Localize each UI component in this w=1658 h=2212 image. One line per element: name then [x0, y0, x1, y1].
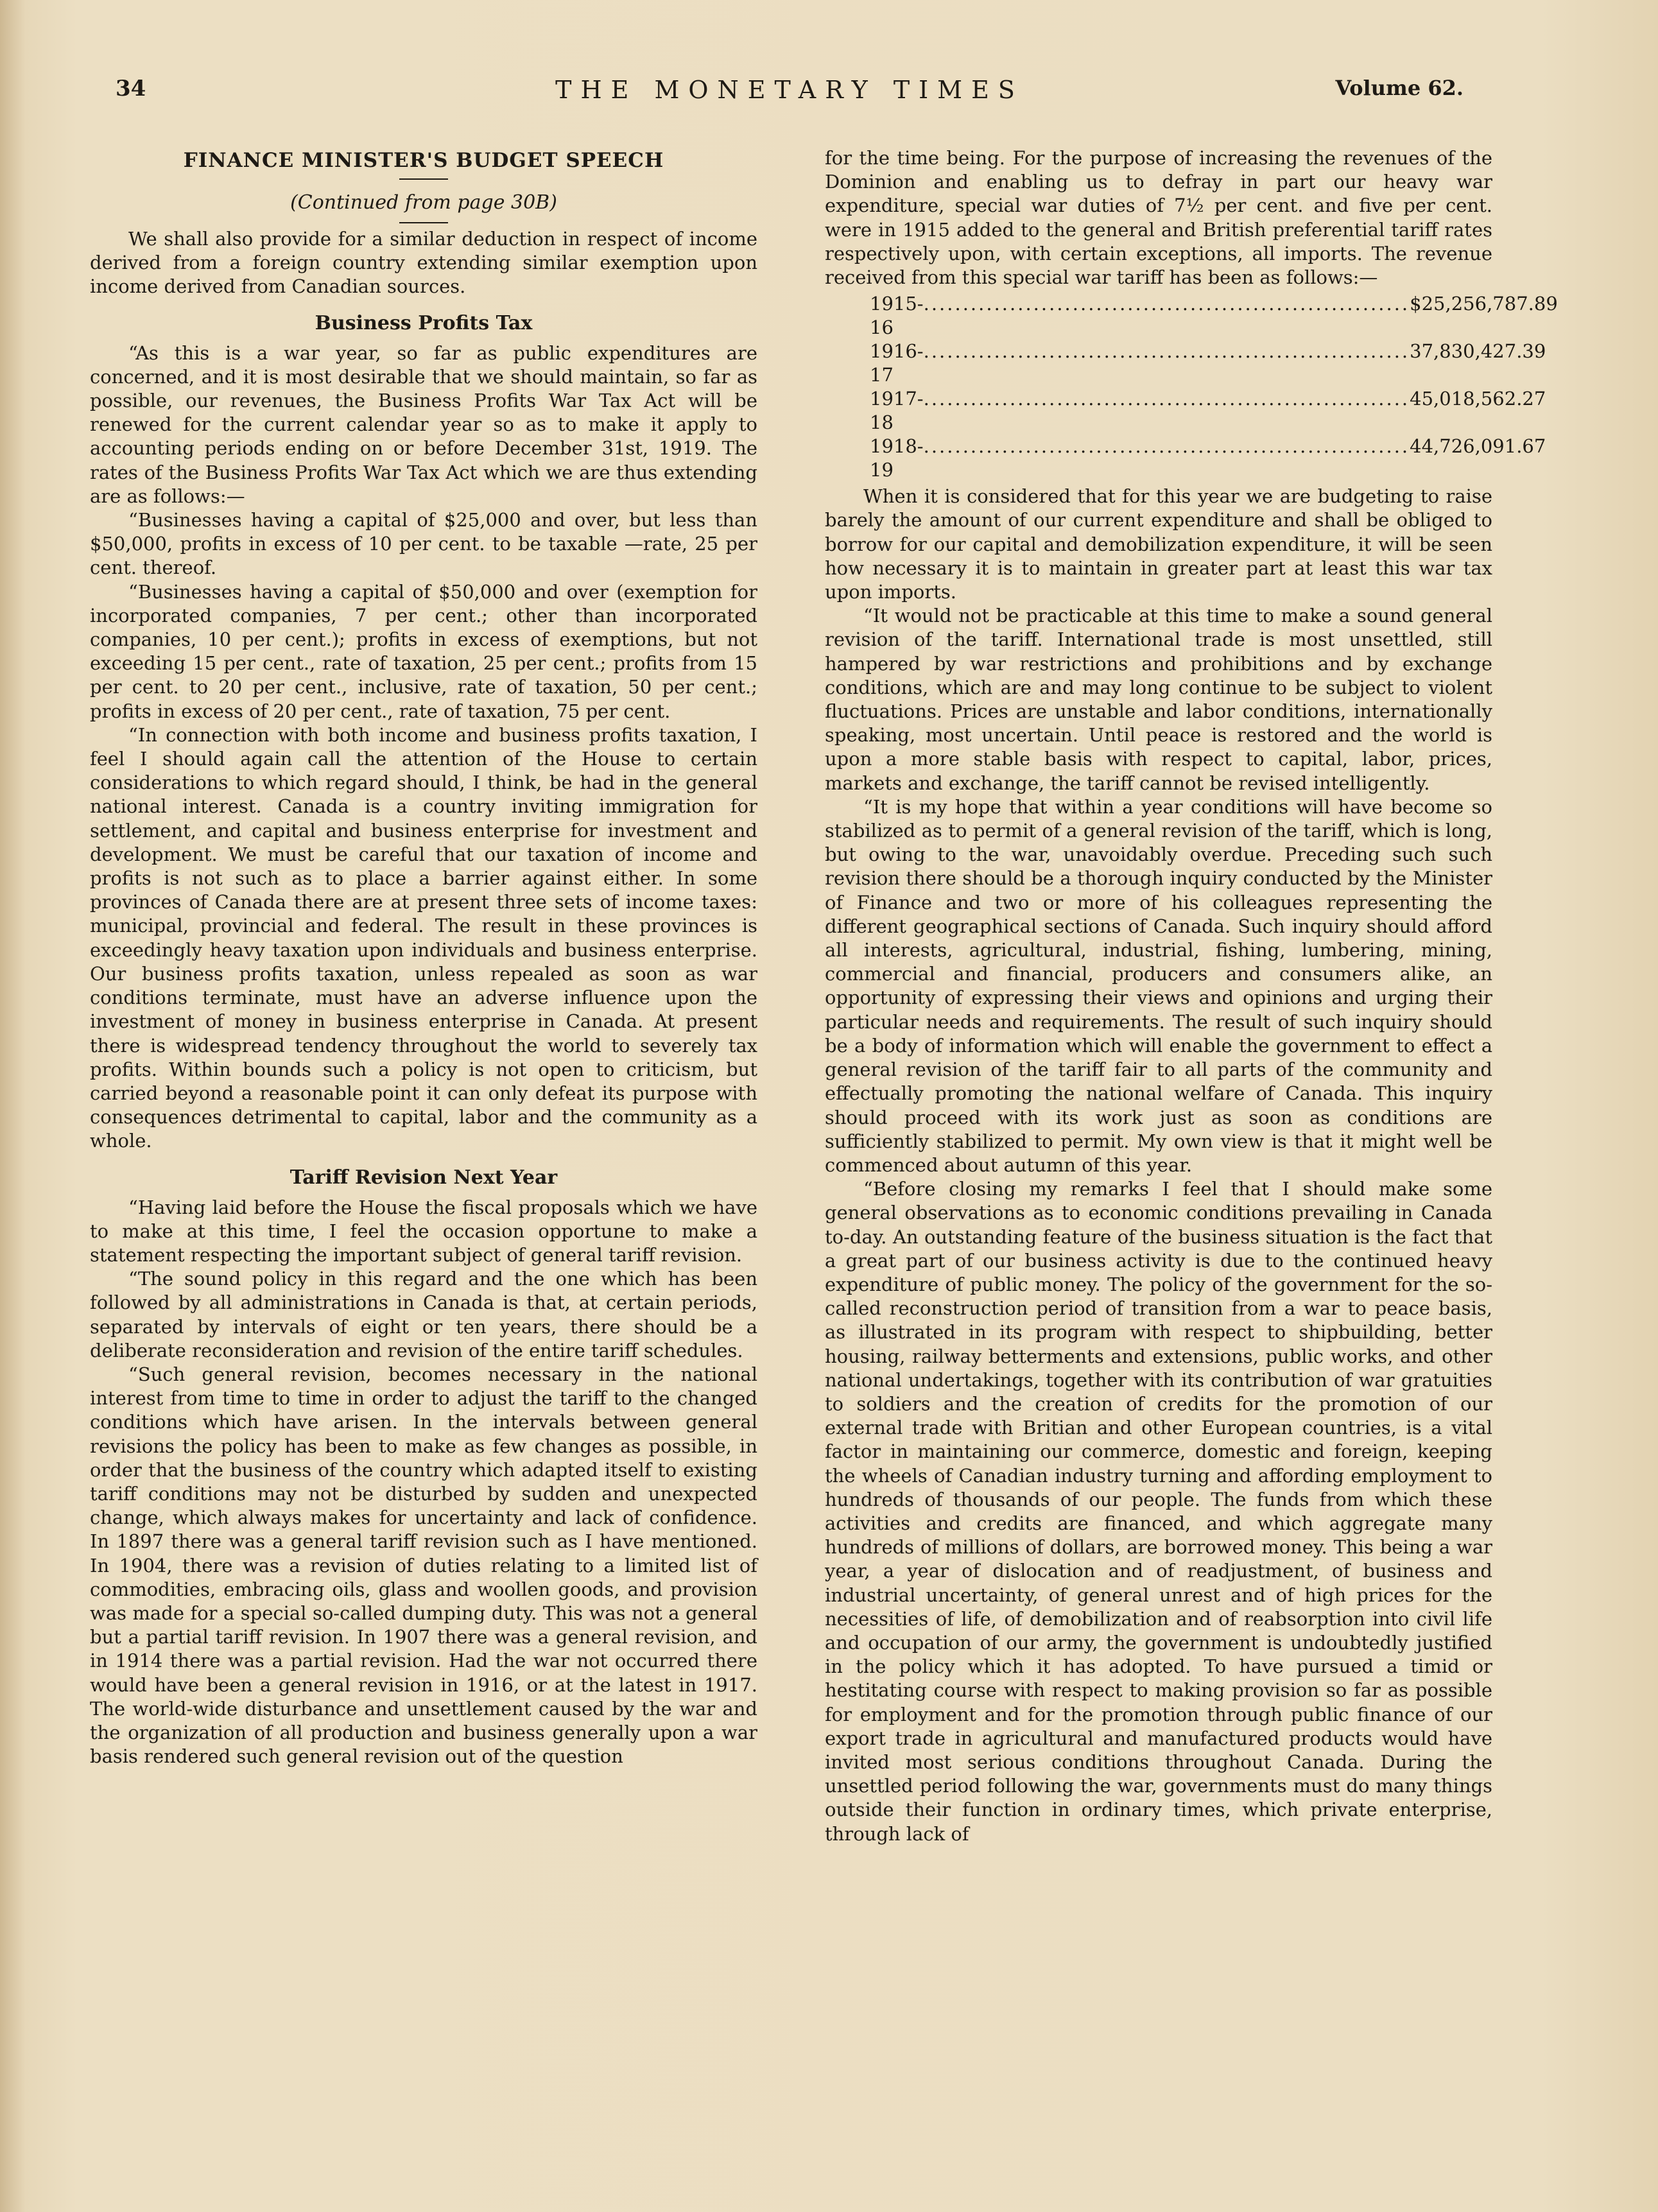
revenue-table	[870, 292, 1558, 482]
revenue-year: 1916-17	[870, 340, 924, 386]
section-heading-tariff-revision: Tariff Revision Next Year	[289, 1166, 558, 1189]
paragraph: When it is considered that for this year we are budgeting to raise barely the amount of our current expenditure and shall be obliged to borrow for our capital and demobilization expenditure, it will be seen how necessary it is to maintain in greater part at least this war tax upon imports.	[825, 485, 1492, 603]
heading-rule	[399, 178, 448, 180]
leader-dots: ..............................................................	[923, 340, 1410, 363]
right-column	[825, 146, 1558, 1846]
page-number: 34	[116, 76, 146, 101]
volume-label: Volume 62.	[1335, 76, 1464, 100]
table-row	[870, 340, 1546, 387]
continued-note: (Continued from page 30B)	[290, 191, 557, 214]
table-row	[870, 292, 1558, 340]
paragraph: “The sound policy in this regard and the one which has been followed by all administrations in Canada is that, at certain periods, separated by intervals of eight or ten years, there should be a deliberate reconsideration and revision of the entire tariff schedules.	[90, 1268, 757, 1361]
page-header	[116, 76, 1464, 114]
leader-dots: ..............................................................	[923, 388, 1410, 410]
revenue-amount: 45,018,562.27	[1410, 388, 1546, 410]
paragraph: “It is my hope that within a year conditions will have become so stabilized as to permit of a general revision of the tariff, which is long, but owing to the war, unavoidably overdue. Preceding such such revision there should be a thorough inquiry conducted by the Minister of Finance and two or more of his colleagues representing the different geographical sections of Canada. Such inquiry should afford all interests, agricultural, industrial, fishing, lumbering, mining, commercial and financial, producers and consumers alike, an opportunity of expressing their views and opinions and urging their particular needs and requirements. The result of such inquiry should be a body of information which will enable the government to effect a general revision of the tariff fair to all parts of the community and effectually promoting the national welfare of Canada. This inquiry should proceed with its work just as soon as conditions are sufficiently stabilized to permit. My own view is that it might well be commenced about autumn of this year.	[825, 795, 1492, 1176]
magazine-title: THE MONETARY TIMES	[555, 76, 1024, 104]
paragraph: for the time being. For the purpose of increasing the revenues of the Dominion and enabling us to defray in part our heavy war expenditure, special war duties of 7½ per cent. and five per cent. were in 1915 added to the general and British preferential tariff rates respectively upon, with certain exceptions, all imports. The revenue received from this special war tariff has been as follows:—	[825, 147, 1492, 289]
paragraph: “Such general revision, becomes necessary in the national interest from time to time in order to adjust the tariff to the changed conditions which have arisen. In the intervals between general revisions the policy has been to make as few changes as possible, in order that the business of the country which adapted itself to existing tariff conditions may not be disturbed by sudden and unexpected change, which always makes for uncertainty and lack of confidence. In 1897 there was a general tariff revision such as I have mentioned. In 1904, there was a revision of duties relating to a limited list of commodities, embracing oils, glass and woollen goods, and provision was made for a special so-called dumping duty. This was not a general but a partial tariff revision. In 1907 there was a general revision, and in 1914 there was a partial revision. Had the war not occurred there would have been a general revision in 1916, or at the latest in 1917. The world-wide disturbance and unsettlement caused by the war and the organization of all production and business generally upon a war basis rendered such general revision out of the question	[90, 1363, 757, 1768]
revenue-amount: 37,830,427.39	[1410, 340, 1546, 363]
article-heading: FINANCE MINISTER'S BUDGET SPEECH	[183, 149, 664, 172]
revenue-year: 1915-16	[870, 293, 924, 339]
left-column	[90, 146, 757, 1768]
paragraph: “Businesses having a capital of $50,000 and over (exemption for incorporated companies, 7 per cent.; other than incorporated companies, 10 per cent.); profits in excess of exemptions, but not exceeding 15 per cent., rate of taxation, 25 per cent.; profits from 15 per cent. to 20 per cent., inclusive, rate of taxation, 50 per cent.; profits in excess of 20 per cent., rate of taxation, 75 per cent.	[90, 580, 757, 722]
table-row	[870, 435, 1546, 482]
table-row	[870, 387, 1546, 435]
paragraph: “It would not be practicable at this time to make a sound general revision of the tariff. International trade is most unsettled, still hampered by war restrictions and prohibitions and by exchange conditions, which are and may long continue to be subject to violent fluctuations. Prices are unstable and labor conditions, internationally speaking, most uncertain. Until peace is restored and the world is upon a more stable basis with respect to capital, labor, prices, markets and exchange, the tariff cannot be revised intelligently.	[825, 605, 1492, 794]
paragraph: “As this is a war year, so far as public expenditures are concerned, and it is most desirable that we should maintain, so far as possible, our revenues, the Business Profits War Tax Act will be renewed for the current calendar year so as to make it apply to accounting periods ending on or before December 31st, 1919. The rates of the Business Profits War Tax Act which we are thus extending are as follows:—	[90, 341, 757, 507]
paragraph: “In connection with both income and business profits taxation, I feel I should again call the attention of the House to certain considerations to which regard should, I think, be had in the general national interest. Canada is a country inviting immigration for settlement, and capital and business enterprise for investment and development. We must be careful that our taxation of income and profits is not such as to place a barrier against either. In some provinces of Canada there are at present three sets of income taxes: municipal, provincial and federal. The result in these provinces is exceedingly heavy taxation upon individuals and business enterprise. Our business profits taxation, unless repealed as soon as war conditions terminate, must have an adverse influence upon the investment of money in business enterprise in Canada. At present there is widespread tendency throughout the world to severely tax profits. Within bounds such a policy is not open to criticism, but carried beyond a reasonable point it can only defeat its purpose with consequences detrimental to capital, labor and the community as a whole.	[90, 723, 757, 1152]
revenue-amount: $25,256,787.89	[1410, 293, 1558, 315]
leader-dots: ..............................................................	[923, 293, 1410, 315]
intro-paragraph: We shall also provide for a similar deduction in respect of income derived from a foreign country extending similar exemption upon income derived from Canadian sources.	[90, 228, 757, 298]
paragraph: “Before closing my remarks I feel that I should make some general observations as to economic conditions prevailing in Canada to-day. An outstanding feature of the business situation is the fact that a great part of our business activity is due to the continued heavy expenditure of public money. The policy of the government for the so-called reconstruction period of transition from a war to peace basis, as illustrated in its program with respect to shipbuilding, better housing, railway betterments and extensions, public works, and other national undertakings, together with its contribution of war gratuities to soldiers and the creation of credits for the promotion of our external trade with Britian and other European countries, is a vital factor in maintaining our commerce, domestic and foreign, keeping the wheels of Canadian industry turning and affording employment to hundreds of thousands of our people. The funds from which these activities and credits are financed, and which aggregate many hundreds of millions of dollars, are borrowed money. This being a war year, a year of dislocation and of readjustment, of business and industrial uncertainty, of general unrest and of high prices for the necessities of life, of demobilization and of reabsorption into civil life and occupation of our army, the government is undoubtedly justified in the policy which it has adopted. To have pursued a timid or hestitating course with respect to making provision so far as possible for employment and for the promotion through public finance of our export trade in agricultural and manufactured products would have invited most serious conditions throughout Canada. During the unsettled period following the war, governments must do many things outside their function in ordinary times, which private enterprise, through lack of	[825, 1178, 1492, 1845]
paragraph: “Having laid before the House the fiscal proposals which we have to make at this time, I feel the occasion opportune to make a statement respecting the important subject of general tariff revision.	[90, 1196, 757, 1266]
revenue-year: 1917-18	[870, 388, 924, 434]
revenue-year: 1918-19	[870, 435, 924, 481]
leader-dots: ..............................................................	[923, 435, 1410, 458]
revenue-amount: 44,726,091.67	[1410, 435, 1546, 458]
subtitle-rule	[399, 222, 448, 223]
section-heading-business-profits-tax: Business Profits Tax	[315, 311, 533, 334]
paragraph: “Businesses having a capital of $25,000 and over, but less than $50,000, profits in excess of 10 per cent. to be taxable —rate, 25 per cent. thereof.	[90, 509, 757, 579]
